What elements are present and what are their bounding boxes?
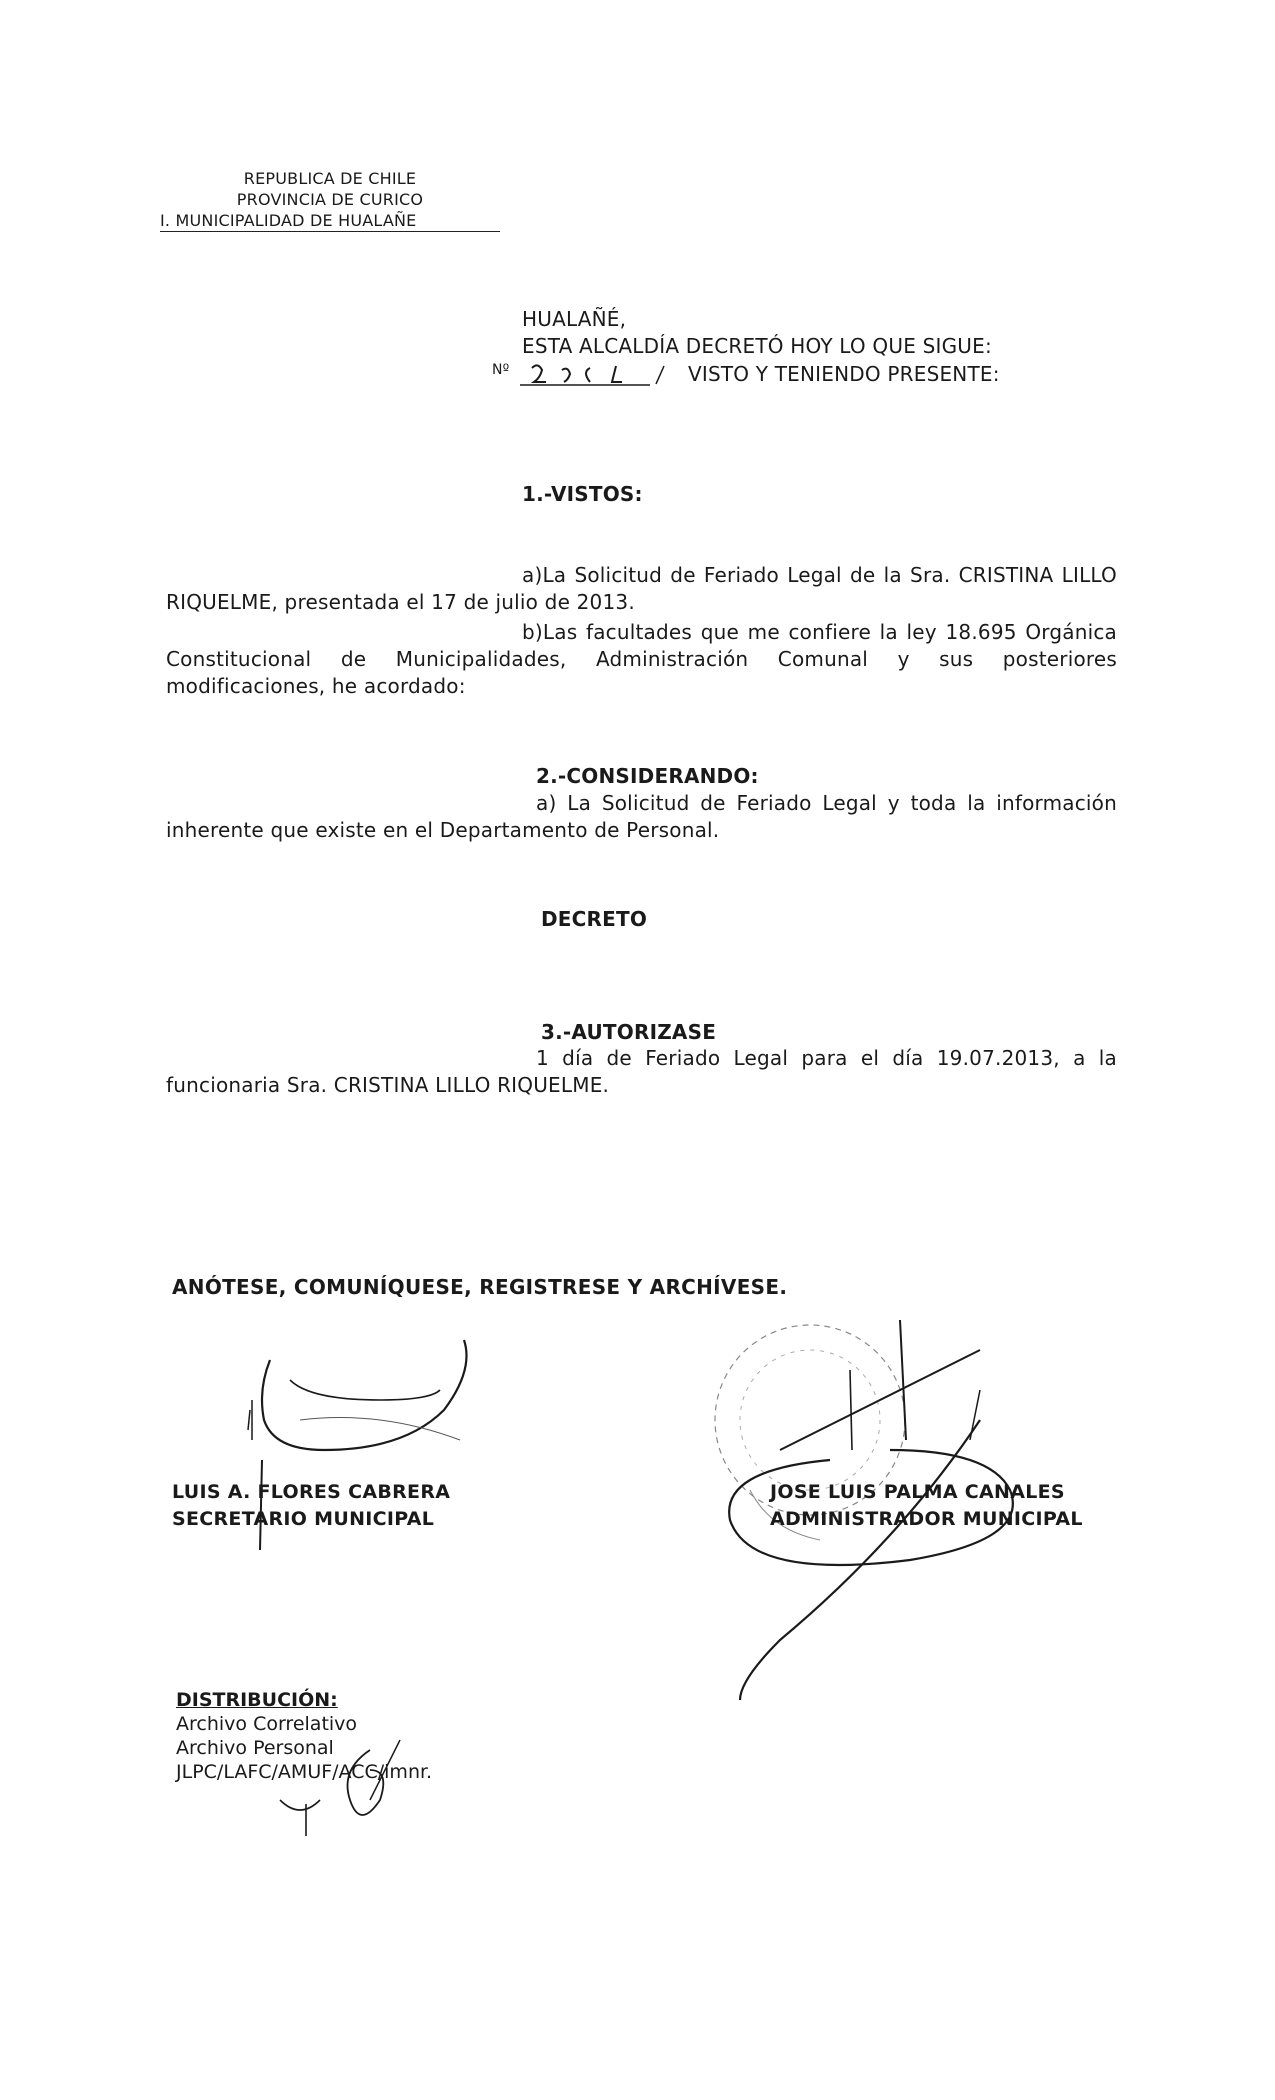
letterhead	[160, 168, 500, 232]
closing-formula: ANÓTESE, COMUNÍQUESE, REGISTRESE Y ARCHÍVESE.	[172, 1275, 788, 1299]
letterhead-municipality: I. MUNICIPALIDAD DE HUALAÑE	[160, 210, 500, 232]
left-signatory-title: SECRETARIO MUNICIPAL	[172, 1508, 435, 1530]
visto-label: VISTO Y TENIENDO PRESENTE:	[688, 362, 1000, 386]
right-signatory	[770, 1479, 1083, 1533]
left-signatory	[172, 1479, 450, 1533]
distribution-item: Archivo Personal	[176, 1737, 334, 1759]
distribution-heading: DISTRIBUCIÓN:	[176, 1689, 338, 1711]
initials-signature	[270, 1740, 430, 1850]
vistos-item-b: b)Las facultades que me confiere la ley 18.695 Orgánica Constitucional de Municipalidades, Administración Comunal y sus posteriores modificaciones, he acordado:	[166, 620, 1117, 698]
right-signatory-title: ADMINISTRADOR MUNICIPAL	[770, 1508, 1083, 1530]
letterhead-province: PROVINCIA DE CURICO	[236, 190, 424, 209]
decree-number-prefix: Nº	[492, 362, 510, 378]
left-signatory-name: LUIS A. FLORES CABRERA	[172, 1481, 451, 1503]
distribution-item: Archivo Correlativo	[176, 1713, 358, 1735]
section-vistos-heading: 1.-VISTOS:	[522, 482, 643, 506]
vistos-item-a: a)La Solicitud de Feriado Legal de la Sra. CRISTINA LILLO RIQUELME, presentada el 17 de julio de 2013.	[166, 563, 1117, 614]
section-considerando-heading: 2.-CONSIDERANDO:	[536, 764, 759, 788]
handwritten-decree-number	[520, 358, 670, 388]
right-signatory-name: JOSE LUIS PALMA CANALES	[770, 1481, 1065, 1503]
letterhead-country: REPUBLICA DE CHILE	[243, 169, 417, 188]
considerando-item-a: a) La Solicitud de Feriado Legal y toda la información inherente que existe en el Departamento de Personal.	[166, 791, 1117, 842]
autorizase-text: 1 día de Feriado Legal para el día 19.07.2013, a la funcionaria Sra. CRISTINA LILLO RIQUELME.	[166, 1046, 1117, 1097]
section-autorizase-heading: 3.-AUTORIZASE	[541, 1020, 717, 1044]
section-decreto-heading: DECRETO	[541, 907, 648, 931]
right-signature-and-stamp	[680, 1330, 1100, 1750]
distribution-item: JLPC/LAFC/AMUF/ACC/imnr.	[176, 1761, 433, 1783]
place-label: HUALAÑÉ,	[522, 307, 627, 331]
decree-statement: ESTA ALCALDÍA DECRETÓ HOY LO QUE SIGUE:	[522, 334, 992, 358]
